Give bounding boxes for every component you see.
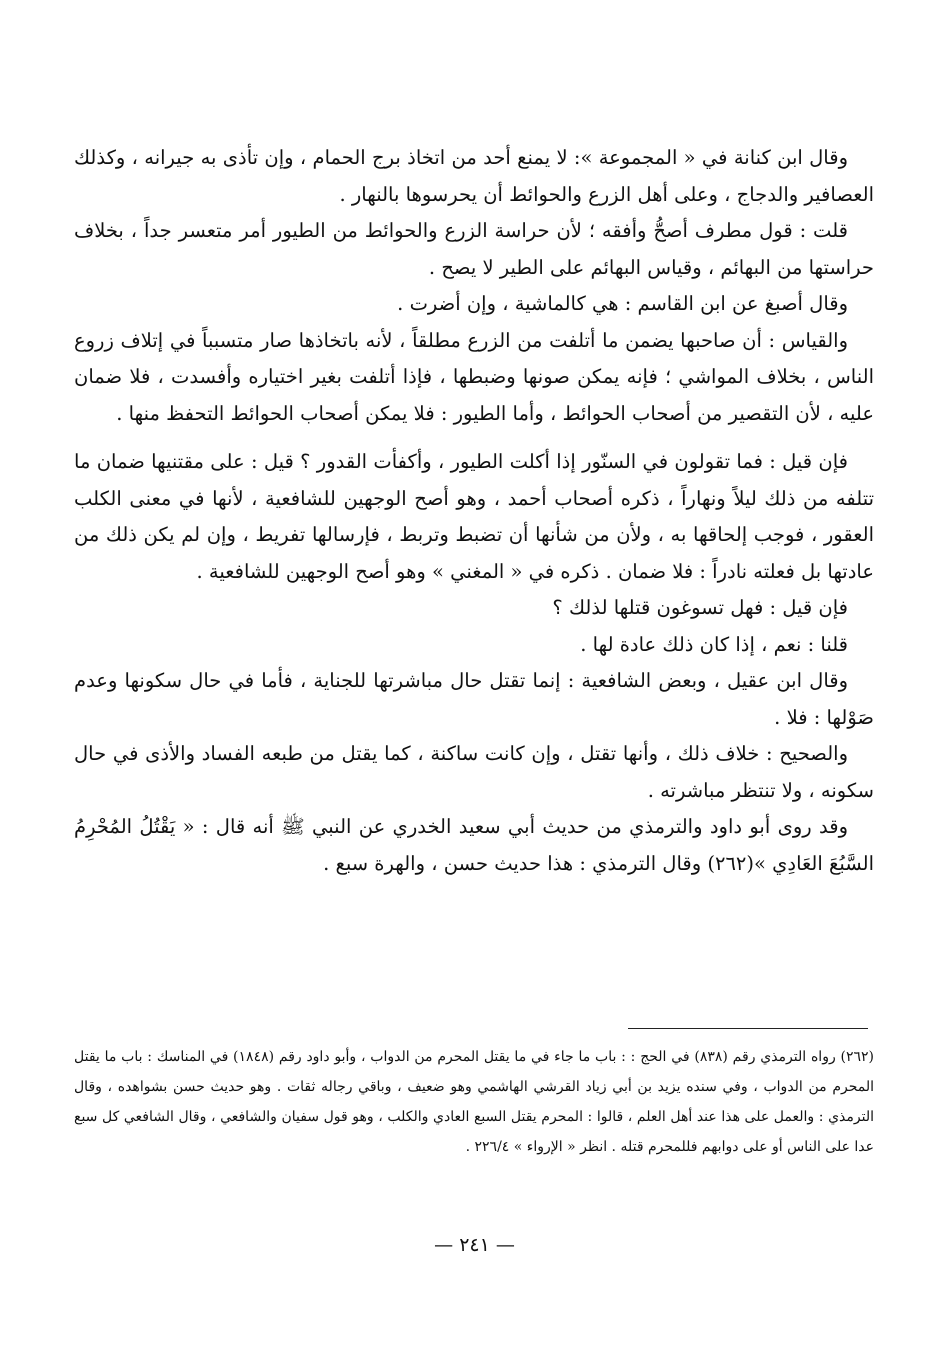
paragraph: وقال ابن عقيل ، وبعض الشافعية : إنما تقتل حال مباشرتها للجناية ، فأما في حال سكونها وعدم صَوْلها : فلا . <box>74 669 874 729</box>
footnotes-section <box>74 1042 874 1162</box>
paragraph: والصحيح : خلاف ذلك ، وأنها تقتل ، وإن كانت ساكنة ، كما يقتل من طبعه الفساد والأذى في حال سكونه ، ولا تنتظر مباشرته . <box>74 742 874 802</box>
paragraph: فإن قيل : فما تقولون في السنّور إذا أكلت الطيور ، وأكفأت القدور ؟ قيل : على مقتنيها ضمان ما تتلفه من ذلك ليلاً ونهاراً ، ذكره أصحاب أحمد ، وهو أصح الوجهين للشافعية ، لأنها في معنى الكلب العقور ، فوجب إلحاقها به ، ولأن من شأنها أن تضبط وتربط ، فإرسالها تفريط ، وإن لم يكن ذلك من عادتها بل فعلته نادراً : فلا ضمان . ذكره في « المغني » وهو أصح الوجهين للشافعية . <box>74 450 874 583</box>
paragraph: فإن قيل : فهل تسوغون قتلها لذلك ؟ <box>552 596 848 619</box>
main-text-body <box>74 140 874 882</box>
paragraph: وقد روى أبو داود والترمذي من حديث أبي سعيد الخدري عن النبي ﷺ أنه قال : « يَقْتُلُ المُحْرِمُ السَّبُعَ العَادِي »(٢٦٢) وقال الترمذي : هذا حديث حسن ، والهرة سبع . <box>74 815 874 875</box>
paragraph: قلنا : نعم ، إذا كان ذلك عادة لها . <box>580 632 848 656</box>
paragraph: والقياس : أن صاحبها يضمن ما أتلفت من الزرع مطلقاً ، لأنه باتخاذها صار متسبباً في إتلاف زروع الناس ، بخلاف المواشي ؛ فإنه يمكن صونها وضبطها ، فإذا أتلفت بغير اختياره وأفسدت ، فلا ضمان عليه ، لأن التقصير من أصحاب الحوائط ، وأما الطيور : فلا يمكن أصحاب الحوائط التحفظ منها . <box>74 328 874 425</box>
paragraph: وقال ابن كنانة في « المجموعة »: لا يمنع أحد من اتخاذ برج الحمام ، وإن تأذى به جيرانه ، وكذلك العصافير والدجاج ، وعلى أهل الزرع والحوائط أن يحرسوها بالنهار . <box>74 146 874 206</box>
paragraph: وقال أصبغ عن ابن القاسم : هي كالماشية ، وإن أضرت . <box>397 292 848 315</box>
footnote: (٢٦٢) رواه الترمذي رقم (٨٣٨) في الحج : : باب ما جاء في ما يقتل المحرم من الدواب ، وأبو داود رقم (١٨٤٨) في المناسك : باب ما يقتل المحرم من الدواب ، وفي سنده يزيد بن أبي زياد القرشي الهاشمي وهو ضعيف ، وباقي رجاله ثقات . وهو حديث حسن بشواهده ، وقال الترمذي : والعمل على هذا عند أهل العلم ، قالوا : المحرم يقتل السبع العادي والكلب ، وهو قول سفيان والشافعي ، وقال الشافعي كل سبع عدا على الناس أو على دوابهم فللمحرم قتله . انظر « الإرواء » ٢٢٦/٤ . <box>74 1049 875 1155</box>
footnote-separator <box>628 1028 868 1029</box>
paragraph: قلت : قول مطرف أصحُّ وأفقه ؛ لأن حراسة الزرع والحوائط من الطيور أمر متعسر جداً ، بخلاف حراستها من البهائم ، وقياس البهائم على الطير لا يصح . <box>74 219 874 279</box>
page-number: — ٢٤١ — <box>434 1234 515 1256</box>
